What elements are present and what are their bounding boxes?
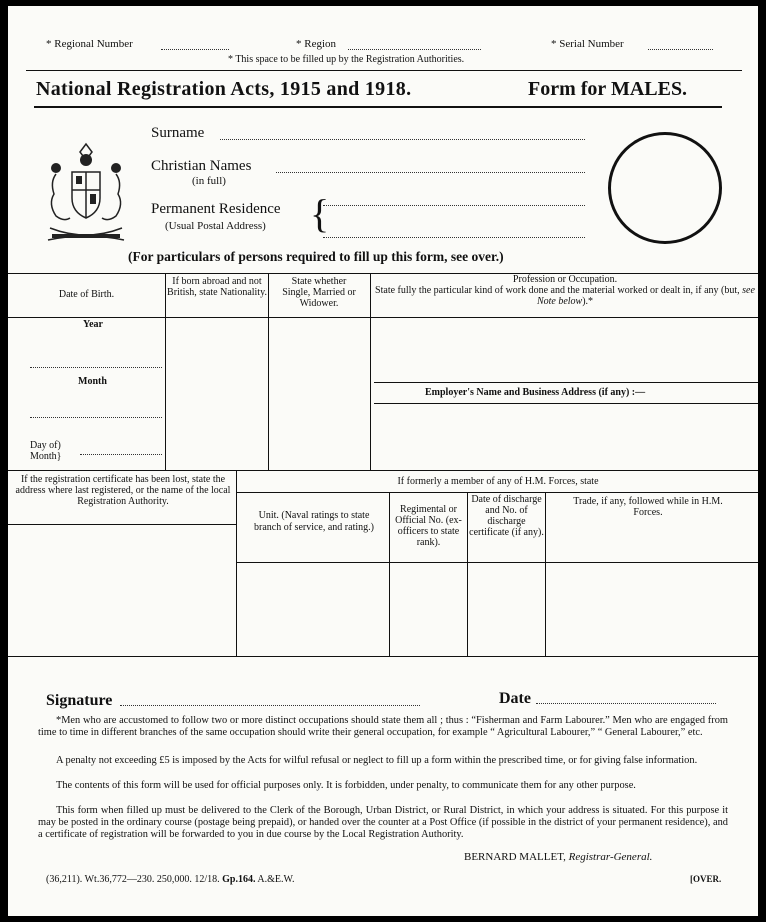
- photo-circle: [608, 132, 722, 244]
- day-of-month-label: Day of) Month}: [30, 440, 62, 462]
- lost-certificate-field[interactable]: [10, 526, 234, 654]
- lost-certificate-head: If the registration certificate has been lost, state the address where last registered, or the name of the local Registration Authority.: [15, 474, 231, 507]
- table1-divider-3: [370, 273, 371, 470]
- registrar-signature: [464, 851, 652, 863]
- royal-coat-of-arms-icon: [42, 138, 130, 246]
- signature-field[interactable]: [120, 705, 420, 706]
- col-discharge: Date of discharge and No. of discharge certificate (if any).: [469, 494, 544, 538]
- print-code-aew: A.&E.W.: [257, 874, 295, 885]
- table2-divider-lost: [236, 470, 237, 656]
- form-type: [528, 78, 687, 101]
- table2-bottom-rule: [8, 656, 758, 657]
- year-label: Year: [83, 319, 103, 330]
- day-field[interactable]: [80, 454, 162, 455]
- col-regimental: Regimental or Official No. (ex-officers to state rank).: [395, 504, 462, 548]
- permanent-residence-label: Permanent Residence: [151, 201, 281, 217]
- form-type-males: MALES.: [610, 78, 688, 100]
- table2-lost-rule: [8, 524, 236, 525]
- regimental-field[interactable]: [391, 564, 466, 654]
- day-of-text: Day of: [30, 440, 58, 451]
- col-unit: Unit. (Naval ratings to state branch of service, and rating.): [254, 510, 374, 533]
- col-date-of-birth: Date of Birth.: [58, 289, 115, 300]
- residence-field-line1[interactable]: [323, 205, 585, 206]
- signature-label: Signature: [46, 692, 113, 709]
- discharge-field[interactable]: [469, 564, 544, 654]
- serial-number-field[interactable]: [648, 49, 713, 50]
- forces-head: If formerly a member of any of H.M. Forces, state: [397, 476, 599, 487]
- table1-divider-2: [268, 273, 269, 470]
- unit-field[interactable]: [238, 564, 388, 654]
- table1-bottom-rule: [8, 470, 758, 471]
- col-born-abroad: If born abroad and not British, state Nationality.: [167, 276, 267, 298]
- date-field[interactable]: [536, 703, 716, 704]
- surname-label: Surname: [151, 125, 205, 141]
- note-occupations: *Men who are accustomed to follow two or more distinct occupations should state them all ; thus : “Fisherman and Farm Labourer.” Men who are engaged from time to time in different branches of the same occupation should write their general occupation, for example “ Agricultural Labourer,” “ General Labourer,” etc.: [38, 715, 728, 738]
- residence-field-line2[interactable]: [323, 237, 585, 238]
- trade-field[interactable]: [547, 564, 757, 654]
- employer-label: Employer's Name and Business Address (if any) :—: [425, 387, 646, 398]
- table2-forces-rule: [236, 492, 758, 493]
- surname-field[interactable]: [220, 139, 585, 140]
- employer-rule: [374, 382, 758, 383]
- print-code-gp: Gp.164.: [222, 874, 256, 885]
- col-marital-state: State whether Single, Married or Widower.: [282, 276, 356, 309]
- serial-number-label: * Serial Number: [551, 38, 624, 50]
- marital-state-field[interactable]: [270, 319, 369, 469]
- nationality-field[interactable]: [168, 319, 267, 469]
- note-delivery: This form when filled up must be delivered to the Clerk of the Borough, Urban District, or Rural District, in which your address is situated. For this purpose it may be posted in the ordinary course (postage being prepaid), or handed over the counter at a Post Office (if possible in the district of your permanent residence), and a certificate of registration will be forwarded to you in due course by the Local Registration Authority.: [38, 805, 728, 840]
- print-code: [46, 874, 295, 885]
- table1-divider-1: [165, 273, 166, 470]
- month-field[interactable]: [30, 417, 162, 418]
- day-month-text: Month: [30, 451, 57, 462]
- col-profession: [372, 274, 758, 307]
- employer-field[interactable]: [372, 404, 758, 469]
- particulars-note: (For particulars of persons required to fill up this form, see over.): [128, 249, 504, 264]
- table1-head-rule: [8, 317, 758, 318]
- region-field[interactable]: [348, 49, 481, 50]
- title-underline: [34, 106, 722, 108]
- month-label: Month: [78, 376, 107, 387]
- note-penalty: A penalty not exceeding £5 is imposed by the Acts for wilful refusal or neglect to fill up a form within the prescribed time, or for giving false information.: [56, 755, 698, 766]
- col-profession-title: Profession or Occupation.: [512, 274, 618, 285]
- table2-head-rule: [236, 562, 758, 563]
- form-title: National Registration Acts, 1915 and 1918.: [36, 78, 412, 100]
- over-mark: [OVER.: [690, 874, 722, 884]
- registrar-title: Registrar-General.: [568, 851, 653, 863]
- residence-brace: {: [310, 191, 330, 236]
- space-note: * This space to be filled up by the Registration Authorities.: [228, 54, 465, 65]
- date-label: Date: [499, 690, 531, 707]
- year-field[interactable]: [30, 367, 162, 368]
- prof-see-note: see Note below: [536, 285, 755, 307]
- regional-number-field[interactable]: [161, 49, 229, 50]
- prof-desc-text: State fully the particular kind of work done and the material worked or dealt in, if any (but,: [375, 285, 743, 296]
- print-code-text: (36,211). Wt.36,772—230. 250,000. 12/18.: [46, 874, 220, 885]
- christian-names-label: Christian Names: [151, 158, 252, 174]
- profession-field[interactable]: [372, 319, 758, 381]
- table2-divider-3: [545, 492, 546, 656]
- form-type-prefix: Form for: [528, 78, 611, 100]
- in-full-note: (in full): [192, 175, 226, 187]
- usual-postal-note: (Usual Postal Address): [165, 220, 266, 232]
- col-trade: Trade, if any, followed while in H.M. Forces.: [573, 496, 723, 518]
- registrar-name: BERNARD MALLET,: [464, 851, 566, 863]
- region-label: * Region: [296, 38, 337, 50]
- top-rule: [26, 70, 742, 71]
- col-profession-desc: [372, 285, 758, 307]
- regional-number-label: * Regional Number: [46, 38, 133, 50]
- christian-names-field[interactable]: [276, 172, 585, 173]
- registration-form: [8, 6, 758, 916]
- prof-desc-end: ).*: [582, 296, 594, 307]
- note-official-use: The contents of this form will be used for official purposes only. It is forbidden, under penalty, to communicate them for any other purpose.: [56, 780, 636, 791]
